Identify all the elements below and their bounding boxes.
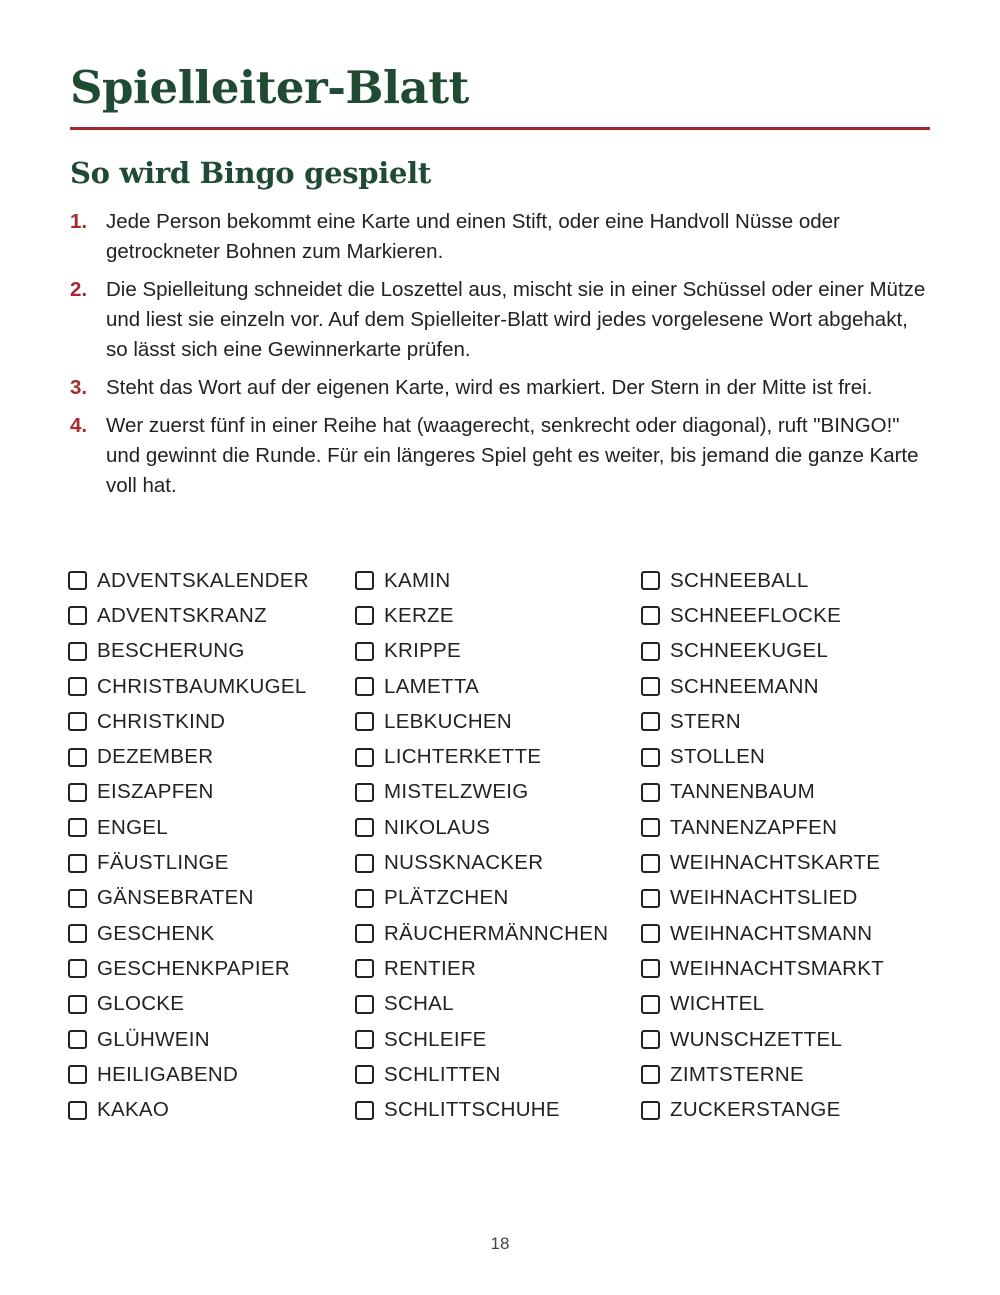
checklist-word: KRIPPE <box>384 639 461 663</box>
checklist-item <box>355 1022 608 1057</box>
checklist-word: EISZAPFEN <box>97 780 214 804</box>
checklist-word: TANNENZAPFEN <box>670 815 838 839</box>
checklist-item <box>68 845 309 880</box>
checklist-word: WUNSCHZETTEL <box>670 1027 843 1051</box>
checklist-item <box>68 704 309 739</box>
checkbox-icon[interactable] <box>641 1030 660 1049</box>
checkbox-icon[interactable] <box>641 959 660 978</box>
step-number: 2. <box>70 278 88 301</box>
checkbox-icon[interactable] <box>68 1101 87 1120</box>
title-divider <box>70 127 930 130</box>
checklist-word: PLÄTZCHEN <box>384 886 509 910</box>
checkbox-icon[interactable] <box>355 642 374 661</box>
checklist-word: GÄNSEBRATEN <box>97 886 254 910</box>
checklist-item <box>68 669 309 704</box>
checkbox-icon[interactable] <box>641 854 660 873</box>
checklist-word: ENGEL <box>97 815 168 839</box>
checklist-word: GESCHENKPAPIER <box>97 956 290 980</box>
checklist-word: NIKOLAUS <box>384 815 491 839</box>
checklist-word: CHRISTKIND <box>97 709 226 733</box>
checkbox-icon[interactable] <box>641 995 660 1014</box>
checklist-item <box>68 598 309 633</box>
checklist-item <box>355 739 608 774</box>
checkbox-icon[interactable] <box>355 959 374 978</box>
checklist-item <box>68 775 309 810</box>
checklist-word: RÄUCHERMÄNNCHEN <box>384 921 609 945</box>
checkbox-icon[interactable] <box>355 818 374 837</box>
step-text: Steht das Wort auf der eigenen Karte, wird es markiert. Der Stern in der Mitte ist frei. <box>106 376 873 399</box>
checklist-item <box>68 916 309 951</box>
page-title: Spielleiter-Blatt <box>70 61 469 114</box>
checklist-word: SCHAL <box>384 992 454 1016</box>
instructions-list <box>70 207 930 509</box>
checklist-item <box>355 775 608 810</box>
checklist-word: GLOCKE <box>97 992 185 1016</box>
checklist-item <box>355 1092 608 1127</box>
checklist-word: WICHTEL <box>670 992 765 1016</box>
checklist-word: RENTIER <box>384 956 477 980</box>
checkbox-icon[interactable] <box>355 571 374 590</box>
checkbox-icon[interactable] <box>355 995 374 1014</box>
step-text: Die Spielleitung schneidet die Loszettel aus, mischt sie in einer Schüssel oder einer Mütze und liest sie einzeln vor. Auf dem Spielleiter-Blatt wird jedes vorgelesene Wort abgehakt, so lässt sich eine Gewinnerkarte prüfen. <box>106 278 926 361</box>
checkbox-icon[interactable] <box>641 818 660 837</box>
checklist-item <box>68 881 309 916</box>
checklist-item <box>68 1092 309 1127</box>
checklist-word: STOLLEN <box>670 745 766 769</box>
checklist-item <box>355 916 608 951</box>
checklist-item <box>68 739 309 774</box>
checklist-word: TANNENBAUM <box>670 780 815 804</box>
checklist-word: STERN <box>670 709 741 733</box>
checkbox-icon[interactable] <box>68 606 87 625</box>
checklist-item <box>68 810 309 845</box>
checklist-word: ZIMTSTERNE <box>670 1062 804 1086</box>
checklist-item <box>641 1022 884 1057</box>
checkbox-icon[interactable] <box>641 924 660 943</box>
checkbox-icon[interactable] <box>641 1065 660 1084</box>
step-number: 1. <box>70 210 88 233</box>
checkbox-icon[interactable] <box>68 1065 87 1084</box>
checklist-item <box>641 1057 884 1092</box>
checkbox-icon[interactable] <box>355 1101 374 1120</box>
step-number: 4. <box>70 414 88 437</box>
checkbox-icon[interactable] <box>68 571 87 590</box>
checkbox-icon[interactable] <box>68 818 87 837</box>
checklist-item <box>355 634 608 669</box>
checklist-word: WEIHNACHTSKARTE <box>670 851 881 875</box>
checklist-item <box>355 881 608 916</box>
checklist-word: CHRISTBAUMKUGEL <box>97 674 307 698</box>
checkbox-icon[interactable] <box>68 677 87 696</box>
checklist-item <box>641 810 884 845</box>
checklist-word: FÄUSTLINGE <box>97 851 229 875</box>
checklist-word: WEIHNACHTSMARKT <box>670 956 885 980</box>
instruction-step-2 <box>70 275 930 365</box>
checklist-item <box>641 951 884 986</box>
checklist-item <box>355 563 608 598</box>
checklist-item <box>641 987 884 1022</box>
checkbox-icon[interactable] <box>68 889 87 908</box>
instruction-step-3 <box>70 373 930 403</box>
checklist-word: WEIHNACHTSMANN <box>670 921 873 945</box>
checkbox-icon[interactable] <box>68 712 87 731</box>
checklist-item <box>355 951 608 986</box>
checklist-item <box>641 598 884 633</box>
checkbox-icon[interactable] <box>68 959 87 978</box>
step-number: 3. <box>70 376 88 399</box>
checklist-item <box>641 881 884 916</box>
checklist-word: SCHLEIFE <box>384 1027 487 1051</box>
checklist-item <box>641 1092 884 1127</box>
checklist-item <box>641 669 884 704</box>
checklist-word: ADVENTSKALENDER <box>97 568 309 592</box>
instruction-step-4 <box>70 411 930 501</box>
checklist-word: DEZEMBER <box>97 745 214 769</box>
checklist-item <box>355 669 608 704</box>
checkbox-icon[interactable] <box>641 606 660 625</box>
checklist-item <box>641 704 884 739</box>
word-column-3 <box>641 563 884 1128</box>
checkbox-icon[interactable] <box>641 748 660 767</box>
checklist-word: WEIHNACHTSLIED <box>670 886 858 910</box>
section-heading: So wird Bingo gespielt <box>70 156 431 190</box>
checklist-word: LICHTERKETTE <box>384 745 542 769</box>
checklist-item <box>641 916 884 951</box>
checklist-item <box>68 1057 309 1092</box>
checklist-item <box>68 634 309 669</box>
checklist-item <box>355 598 608 633</box>
checkbox-icon[interactable] <box>68 748 87 767</box>
checklist-word: SCHNEEKUGEL <box>670 639 829 663</box>
checkbox-icon[interactable] <box>355 606 374 625</box>
checklist-word: KAMIN <box>384 568 451 592</box>
checkbox-icon[interactable] <box>641 889 660 908</box>
page-number: 18 <box>490 1234 510 1253</box>
checklist-item <box>68 1022 309 1057</box>
checkbox-icon[interactable] <box>355 1030 374 1049</box>
checklist-item <box>355 1057 608 1092</box>
checklist-item <box>641 563 884 598</box>
checklist-word: SCHNEEFLOCKE <box>670 603 842 627</box>
checklist-item <box>355 845 608 880</box>
checklist-word: SCHNEEMANN <box>670 674 819 698</box>
checklist-word: ADVENTSKRANZ <box>97 603 267 627</box>
checklist-word: LAMETTA <box>384 674 480 698</box>
checkbox-icon[interactable] <box>355 712 374 731</box>
checkbox-icon[interactable] <box>68 854 87 873</box>
checkbox-icon[interactable] <box>68 1030 87 1049</box>
checklist-word: SCHLITTEN <box>384 1062 501 1086</box>
checklist-item <box>641 634 884 669</box>
checklist-word: LEBKUCHEN <box>384 709 513 733</box>
checkbox-icon[interactable] <box>641 677 660 696</box>
checkbox-icon[interactable] <box>68 783 87 802</box>
checklist-word: BESCHERUNG <box>97 639 245 663</box>
checklist-item <box>355 987 608 1022</box>
step-text: Jede Person bekommt eine Karte und einen Stift, oder eine Handvoll Nüsse oder getrockneter Bohnen zum Markieren. <box>106 210 840 263</box>
checklist-item <box>641 775 884 810</box>
checklist-word: GLÜHWEIN <box>97 1027 210 1051</box>
checkbox-icon[interactable] <box>355 677 374 696</box>
checkbox-icon[interactable] <box>355 748 374 767</box>
checklist-word: SCHLITTSCHUHE <box>384 1098 560 1122</box>
checklist-item <box>355 810 608 845</box>
checklist-item <box>641 739 884 774</box>
checkbox-icon[interactable] <box>355 783 374 802</box>
checkbox-icon[interactable] <box>641 783 660 802</box>
checklist-word: MISTELZWEIG <box>384 780 529 804</box>
checkbox-icon[interactable] <box>641 712 660 731</box>
checklist-word: GESCHENK <box>97 921 215 945</box>
checklist-word: KAKAO <box>97 1098 170 1122</box>
checkbox-icon[interactable] <box>355 854 374 873</box>
word-column-2 <box>355 563 608 1128</box>
checklist-word: SCHNEEBALL <box>670 568 809 592</box>
checklist-item <box>68 987 309 1022</box>
checkbox-icon[interactable] <box>68 642 87 661</box>
checklist-word: ZUCKERSTANGE <box>670 1098 841 1122</box>
checkbox-icon[interactable] <box>355 889 374 908</box>
checkbox-icon[interactable] <box>641 571 660 590</box>
checkbox-icon[interactable] <box>68 995 87 1014</box>
checklist-item <box>68 563 309 598</box>
checklist-item <box>641 845 884 880</box>
checklist-word: HEILIGABEND <box>97 1062 239 1086</box>
word-column-1 <box>68 563 309 1128</box>
checklist-word: NUSSKNACKER <box>384 851 544 875</box>
checklist-item <box>355 704 608 739</box>
checkbox-icon[interactable] <box>68 924 87 943</box>
checkbox-icon[interactable] <box>641 1101 660 1120</box>
checkbox-icon[interactable] <box>355 1065 374 1084</box>
checkbox-icon[interactable] <box>641 642 660 661</box>
checklist-word: KERZE <box>384 603 454 627</box>
checklist-item <box>68 951 309 986</box>
checkbox-icon[interactable] <box>355 924 374 943</box>
instruction-step-1 <box>70 207 930 267</box>
step-text: Wer zuerst fünf in einer Reihe hat (waagerecht, senkrecht oder diagonal), ruft "BINGO!" und gewinnt die Runde. Für ein längeres Spiel geht es weiter, bis jemand die ganze Karte voll hat. <box>106 414 919 497</box>
